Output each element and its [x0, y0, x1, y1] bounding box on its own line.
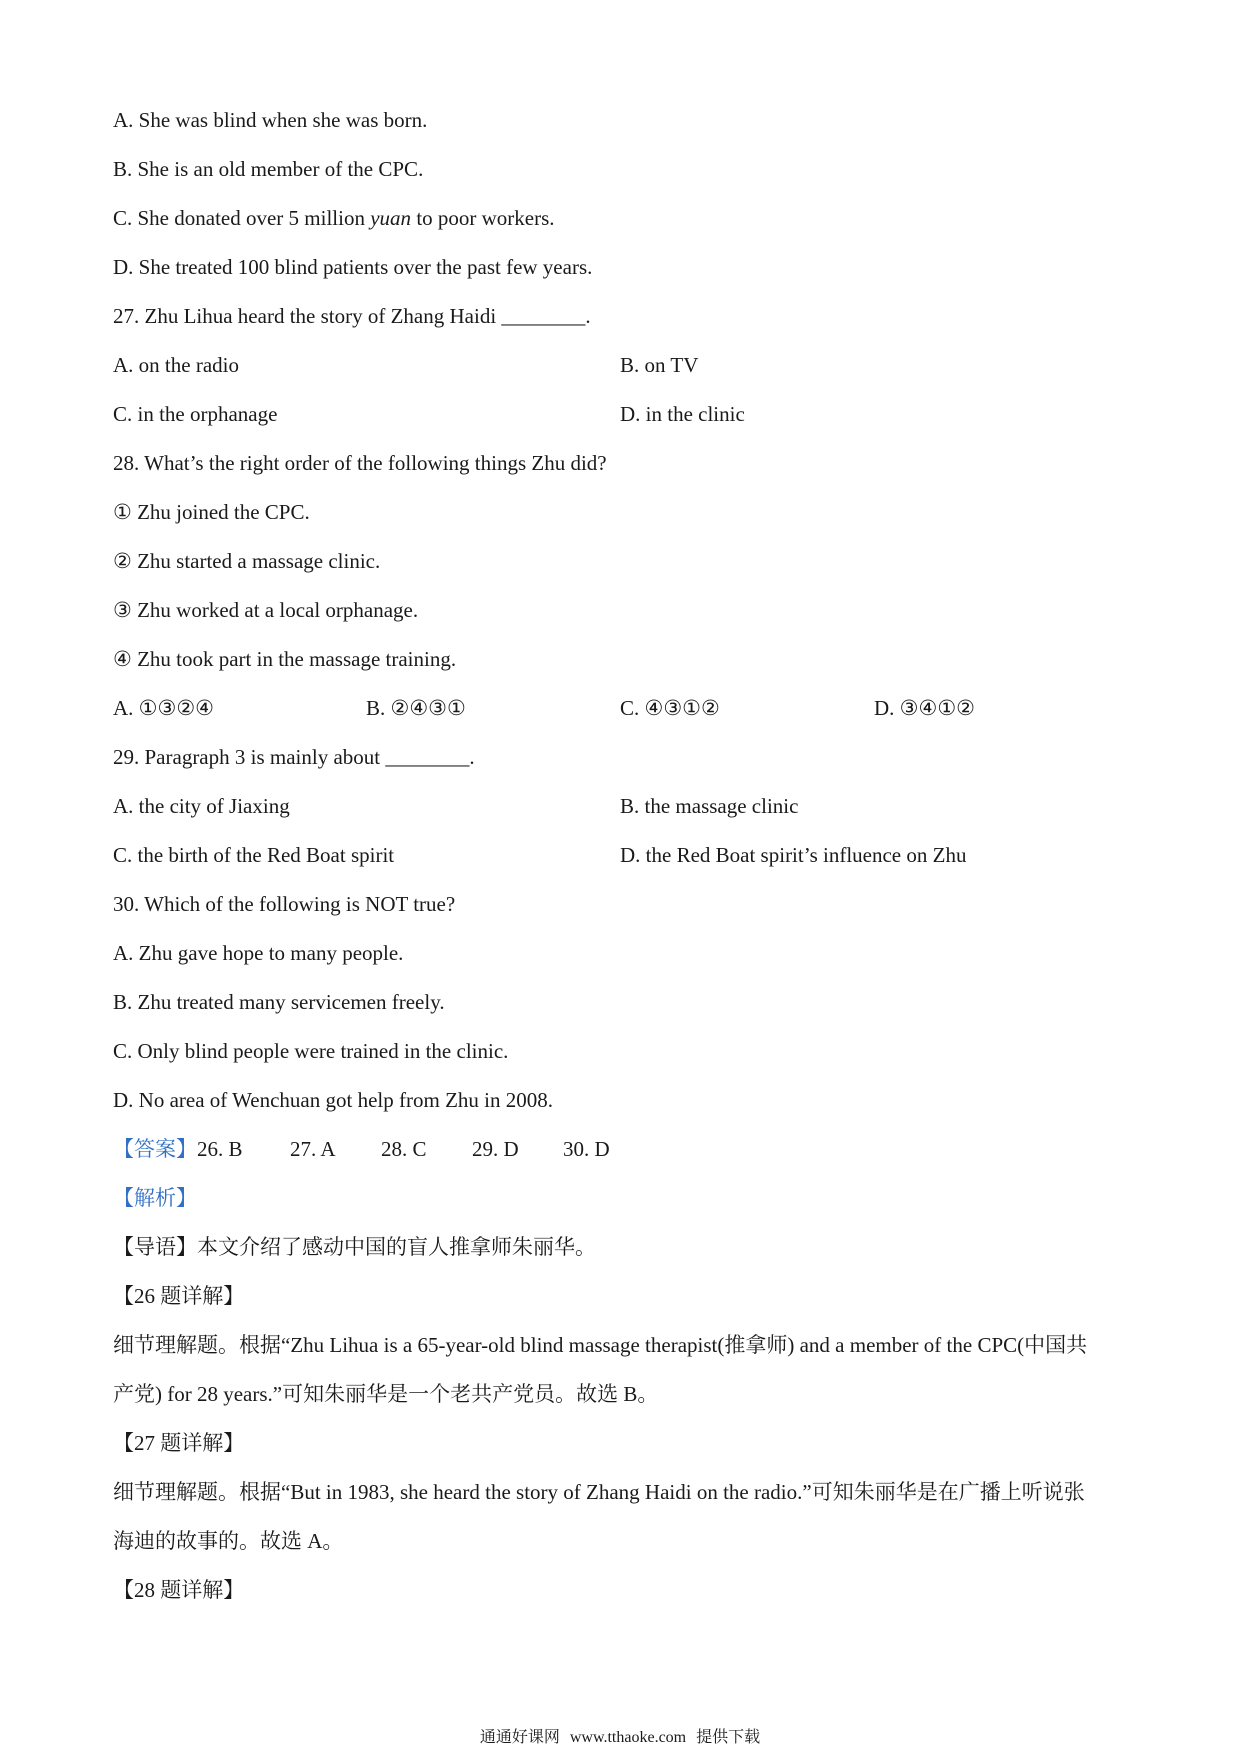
d27-heading: 【27 题详解】: [113, 1431, 245, 1455]
q28-stem: 28. What’s the right order of the following things Zhu did?: [113, 451, 607, 475]
d26-line1: 细节理解题。根据“Zhu Lihua is a 65-year-old blind massage therapist(推拿师) and a member of the CPC(中国共: [113, 1333, 1088, 1357]
d28-heading: 【28 题详解】: [113, 1578, 245, 1602]
d27-line2: 海迪的故事的。故选 A。: [113, 1529, 344, 1553]
answer-item: 29. D: [472, 1137, 519, 1161]
intro-line: 【导语】本文介绍了感动中国的盲人推拿师朱丽华。: [113, 1235, 596, 1259]
q28-option-a: A. ①③②④: [113, 696, 214, 720]
q28-option-c: C. ④③①②: [620, 696, 720, 720]
page-footer: [0, 1728, 1240, 1748]
answer-item: 28. C: [381, 1137, 427, 1161]
q30-option-b: B. Zhu treated many servicemen freely.: [113, 990, 445, 1014]
q30-stem: 30. Which of the following is NOT true?: [113, 892, 456, 916]
answer-tag: 【答案】: [113, 1137, 197, 1161]
q28-option-d: D. ③④①②: [874, 696, 975, 720]
q30-option-c: C. Only blind people were trained in the clinic.: [113, 1039, 509, 1063]
footer-url[interactable]: www.tthaoke.com: [569, 1729, 687, 1746]
answer-item: 30. D: [563, 1137, 610, 1161]
footer-note: 提供下载: [696, 1729, 761, 1746]
q26-option-c-suffix: to poor workers.: [411, 206, 555, 230]
q28-item-1: ① Zhu joined the CPC.: [113, 500, 310, 524]
q30-option-a: A. Zhu gave hope to many people.: [113, 941, 404, 965]
q27-option-a: A. on the radio: [113, 353, 239, 377]
analysis-tag: 【解析】: [113, 1186, 197, 1210]
q29-option-c: C. the birth of the Red Boat spirit: [113, 843, 395, 867]
q26-option-c: [113, 205, 555, 231]
d27-line1: 细节理解题。根据“But in 1983, she heard the story of Zhang Haidi on the radio.”可知朱丽华是在广播上听说张: [113, 1480, 1085, 1504]
q28-item-3: ③ Zhu worked at a local orphanage.: [113, 598, 419, 622]
q29-option-d: D. the Red Boat spirit’s influence on Zhu: [620, 843, 967, 867]
q30-option-d: D. No area of Wenchuan got help from Zhu in 2008.: [113, 1088, 553, 1112]
answer-item: 27. A: [290, 1137, 336, 1161]
q27-stem: 27. Zhu Lihua heard the story of Zhang Haidi ________.: [113, 304, 591, 328]
q26-option-a: A. She was blind when she was born.: [113, 108, 428, 132]
q29-option-a: A. the city of Jiaxing: [113, 794, 290, 818]
footer-site-name: 通通好课网: [479, 1729, 560, 1746]
q26-option-c-prefix: C. She donated over 5 million: [113, 206, 371, 230]
q29-stem: 29. Paragraph 3 is mainly about ________.: [113, 745, 475, 769]
q27-option-c: C. in the orphanage: [113, 402, 278, 426]
q29-option-b: B. the massage clinic: [620, 794, 799, 818]
q26-option-d: D. She treated 100 blind patients over the past few years.: [113, 255, 593, 279]
q28-option-b: B. ②④③①: [366, 696, 466, 720]
answer-line: [113, 1136, 243, 1162]
answer-item: 26. B: [197, 1137, 243, 1161]
d26-line2: 产党) for 28 years.”可知朱丽华是一个老共产党员。故选 B。: [113, 1382, 659, 1406]
q26-option-b: B. She is an old member of the CPC.: [113, 157, 424, 181]
q28-item-4: ④ Zhu took part in the massage training.: [113, 647, 457, 671]
q27-option-b: B. on TV: [620, 353, 699, 377]
d26-heading: 【26 题详解】: [113, 1284, 245, 1308]
q27-option-d: D. in the clinic: [620, 402, 745, 426]
q28-item-2: ② Zhu started a massage clinic.: [113, 549, 381, 573]
q26-option-c-italic: yuan: [370, 206, 412, 230]
